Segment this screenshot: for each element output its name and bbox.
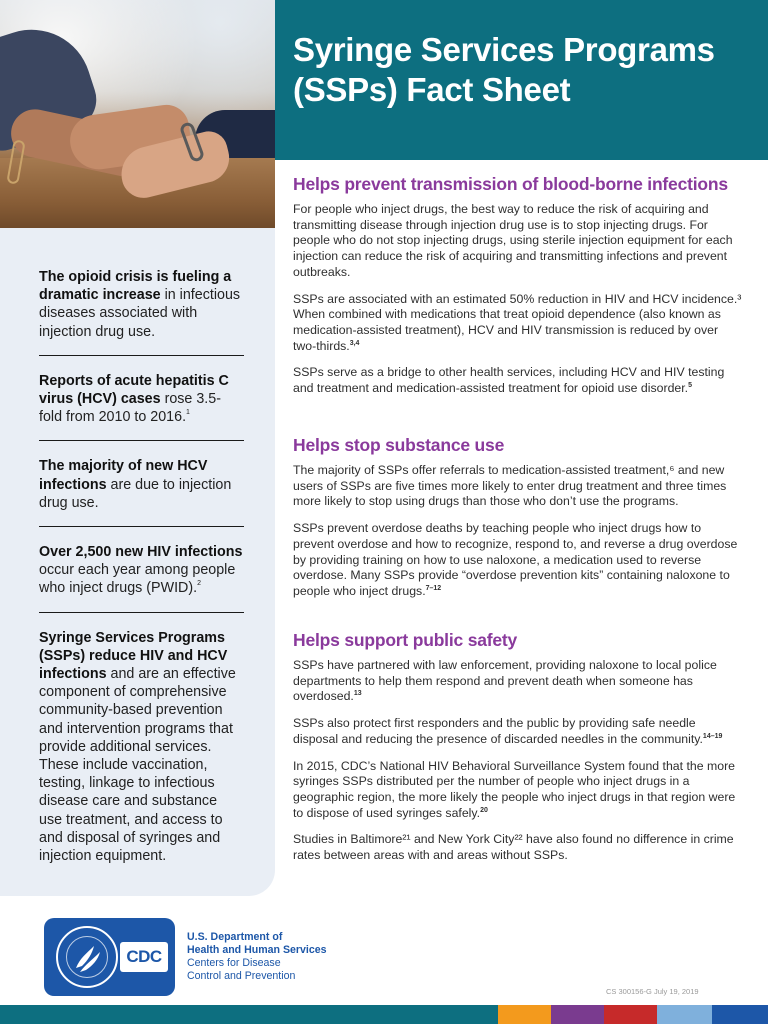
document-number: CS 300156-G July 19, 2019 [606, 987, 699, 996]
paragraph: In 2015, CDC’s National HIV Behavioral Surveillance System found that the more syringes SSPs distributed per the number of people who inject drugs in a geographic region, the more likely the people who inject drugs in that region were to dispose of used syringes safely.$^{20}$ [293, 758, 736, 820]
citation: 5 [688, 382, 692, 390]
color-segment [604, 1005, 657, 1024]
fact-text: in infectious diseases associated with injection drug use. [39, 287, 241, 340]
page-title [293, 30, 768, 110]
color-segment [498, 1005, 551, 1024]
section-public-safety [293, 628, 743, 875]
paragraph: SSPs are associated with an estimated 50% reduction in HIV and HCV incidence.³ When combined with medications that treat opioid dependence (also known as medication-assisted treatment), HCV and HIV transmission is reduced by over two-thirds.$^{3,4}$ [293, 291, 742, 353]
color-bar [0, 1005, 768, 1024]
paragraph: For people who inject drugs, the best way to reduce the risk of acquiring and transmitting disease through injection drug use is to stop injecting drugs. For people who do not stop injecting drugs, using sterile injection equipment for each injection can reduce the risk of acquiring and transmitting infections and prevent outbreaks. [293, 202, 733, 279]
fact-text: rose 3.5-fold from 2010 to 2016. [39, 391, 221, 426]
fact-highlight: The majority of new HCV infections [39, 458, 208, 493]
citation: 20 [480, 806, 488, 814]
fact-item [39, 457, 244, 527]
citation: 7–12 [425, 584, 442, 592]
color-segment [551, 1005, 604, 1024]
cdc-logo-icon: CDC [120, 942, 168, 972]
section-prevent-transmission [293, 172, 743, 397]
fact-item [39, 629, 244, 880]
fact-text: are due to injection drug use. [39, 476, 232, 511]
citation: 3,4 [349, 339, 360, 347]
title-banner [275, 0, 768, 160]
fact-item [39, 268, 244, 356]
hands-photo [0, 0, 275, 228]
section-heading: Helps prevent transmission of blood-borne infections [293, 174, 728, 194]
paragraph: SSPs have partnered with law enforcement, providing naloxone to local police departments to help them respond and prevent death when someone has overdosed.$^{13}$ [293, 658, 717, 704]
title-line-1: Syringe Services Programs [293, 31, 715, 68]
agency-name: U.S. Department of Health and Human Services Centers for Disease Control and Prevention [187, 931, 327, 982]
color-segment [657, 1005, 712, 1024]
hhs-cdc-logo [44, 918, 175, 996]
section-heading: Helps support public safety [293, 630, 518, 650]
citation: 13 [353, 690, 362, 698]
citation: 14–19 [702, 732, 723, 740]
color-segment [712, 1005, 768, 1024]
paragraph: The majority of SSPs offer referrals to medication-assisted treatment,⁶ and new users of SSPs are five times more likely to enter drug treatment and three times more likely to stop using drugs than those who don’t use the programs. [293, 463, 727, 509]
section-heading: Helps stop substance use [293, 435, 505, 455]
fact-text: and are an effective component of comprehensive community-based prevention and intervention programs that provide additional services. These include vaccination, testing, linkage to infectious disease care and substance use treatment, and access to and disposal of syringes and injection equipment. [39, 666, 236, 865]
fact-text: occur each year among people who inject drugs (PWID). [39, 562, 236, 597]
citation: 2 [197, 580, 202, 588]
title-line-2: (SSPs) Fact Sheet [293, 71, 571, 108]
paragraph: SSPs also protect first responders and the public by providing safe needle disposal and reducing the presence of discarded needles in the community.$^{14-19}$ [293, 716, 723, 746]
main-content [293, 170, 743, 863]
hhs-seal-icon [56, 926, 118, 988]
section-stop-substance-use [293, 433, 743, 611]
fact-highlight: The opioid crisis is fueling a dramatic increase [39, 269, 232, 304]
fact-highlight: Reports of acute hepatitis C virus (HCV) cases [39, 372, 229, 408]
fact-item [39, 372, 244, 442]
fact-highlight: Syringe Services Programs (SSPs) reduce HIV and HCV infections [39, 629, 228, 683]
fact-highlight: Over 2,500 new HIV infections [39, 544, 243, 561]
citation: 1 [186, 409, 190, 417]
facts-sidebar [0, 228, 275, 896]
color-segment [0, 1005, 260, 1024]
paragraph: SSPs prevent overdose deaths by teaching people who inject drugs how to prevent overdose and how to recognize, respond to, and reverse a drug overdose by providing training on how to use naloxone, a medication used to reverse overdose. Many SSPs provide “overdose prevention kits” containing naloxone to people who inject drugs.$^{7-12}$ [293, 521, 738, 598]
paragraph: Studies in Baltimore²¹ and New York City²² have also found no difference in crime rates between areas with and areas without SSPs. [293, 832, 734, 863]
paragraph: SSPs serve as a bridge to other health services, including HCV and HIV testing and treatment and medication-assisted treatment for opioid use disorder.$^5$ [293, 365, 725, 396]
fact-item [39, 543, 244, 613]
color-segment [260, 1005, 498, 1024]
